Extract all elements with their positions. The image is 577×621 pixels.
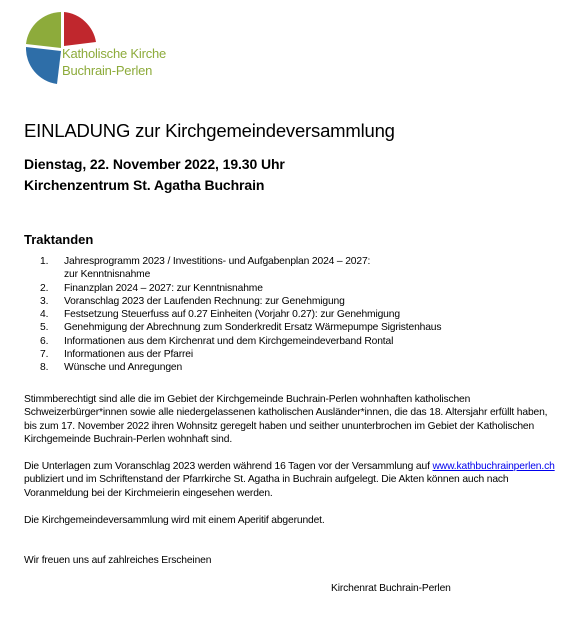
page-title: EINLADUNG zur Kirchgemeindeversammlung [24,120,395,141]
agenda-item-text: Finanzplan 2024 – 2027: zur Kenntnisnahme [64,282,263,294]
agenda-item-number: 6. [40,335,49,347]
closing-line: Wir freuen uns auf zahlreiches Erscheinen [24,555,212,566]
agenda-item-text-continued: zur Kenntnisnahme [64,269,151,281]
agenda-item-text: Genehmigung der Abrechnung zum Sonderkredit Ersatz Wärmepumpe Sigristenhaus [64,322,442,334]
agenda-item-number: 4. [40,309,49,321]
agenda-item-number: 5. [40,322,49,334]
church-logo [26,12,176,84]
logo-green-segment [26,12,61,48]
agenda-item-number: 2. [40,282,49,294]
documents-paragraph [24,460,559,500]
agenda-item [40,255,560,282]
agenda-item [40,348,560,361]
aperitif-paragraph: Die Kirchgemeindeversammlung wird mit einem Aperitif abgerundet. [24,515,325,526]
agenda-item-number: 3. [40,295,49,307]
agenda-item-text: Jahresprogramm 2023 / Investitions- und Aufgabenplan 2024 – 2027: [64,256,371,267]
agenda-item-number: 1. [40,256,49,267]
agenda-item [40,295,560,308]
logo-line-2: Buchrain-Perlen [62,63,153,78]
agenda-item-text: Voranschlag 2023 der Laufenden Rechnung: zur Genehmigung [64,295,345,307]
agenda-item [40,321,560,334]
meeting-date: Dienstag, 22. November 2022, 19.30 Uhr [24,156,285,172]
documents-text-after-link: publiziert und im Schriftenstand der Pfarrkirche St. Agatha in Buchrain aufgelegt. Die Akten können auch nach Voranmeldung bei der Kirchmeierin eingesehen werden. [24,474,509,499]
website-link[interactable]: www.kathbuchrainperlen.ch [432,461,555,472]
agenda-item-text: Wünsche und Anregungen [64,362,183,374]
logo-line-1: Katholische Kirche [62,46,167,61]
signature: Kirchenrat Buchrain-Perlen [331,583,451,594]
agenda-item [40,308,560,321]
documents-text-before-link: Die Unterlagen zum Voranschlag 2023 werden während 16 Tagen vor der Versammlung auf [24,461,433,472]
agenda-heading: Traktanden [24,232,94,247]
agenda-item-text: Informationen aus der Pfarrei [64,349,194,361]
agenda-list [40,255,560,375]
logo-red-segment [64,12,96,46]
meeting-location: Kirchenzentrum St. Agatha Buchrain [24,177,265,193]
agenda-item [40,335,560,348]
logo-blue-segment [26,47,61,84]
agenda-item-text: Informationen aus dem Kirchenrat und dem Kirchgemeindeverband Rontal [64,335,394,347]
agenda-item-text: Festsetzung Steuerfuss auf 0.27 Einheiten (Vorjahr 0.27): zur Genehmigung [64,309,400,321]
eligibility-paragraph: Stimmberechtigt sind alle die im Gebiet der Kirchgemeinde Buchrain-Perlen wohnhaften katholischen Schweizerbürger*innen sowie alle niedergelassenen katholischen Ausländer*innen, die das 18. Altersjahr erfüllt haben, bis zum 17. November 2022 ihren Wohnsitz geregelt haben und seither ununterbrochen im Gebiet der Katholischen Kirchgemeinde Buchrain-Perlen wohnhaft sind. [24,394,548,446]
agenda-item [40,282,560,295]
agenda-item-number: 7. [40,349,49,361]
agenda-item [40,361,560,374]
logo-text [62,45,166,79]
agenda-item-number: 8. [40,362,49,374]
